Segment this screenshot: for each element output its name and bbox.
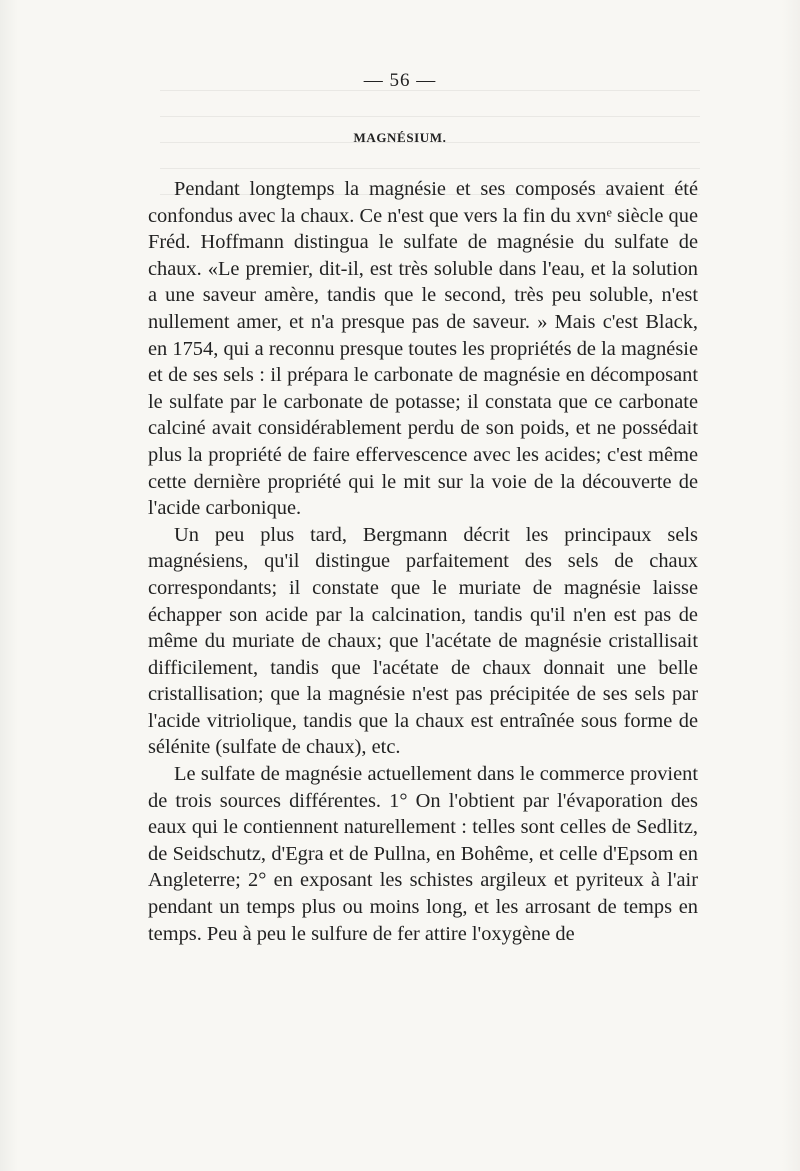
paragraph-1: Pendant longtemps la magnésie et ses composés avaient été confondus avec la chaux. Ce n'est que vers la fin du xvnᵉ siècle que Fréd. Hoffmann distingua le sulfate de magnésie du sulfate de chaux. «Le premier, dit-il, est très soluble dans l'eau, et la solution a une saveur amère, tandis que le second, très peu soluble, n'est nullement amer, et n'a presque pas de saveur. » Mais c'est Black, en 1754, qui a reconnu presque toutes les propriétés de la magnésie et de ses sels : il prépara le carbonate de magnésie en décomposant le sulfate par le carbonate de potasse; il constata que ce carbonate calciné avait considérablement perdu de son poids, et ne possédait plus la propriété de faire effervescence avec les acides; c'est même cette dernière propriété qui le mit sur la voie de la découverte de l'acide carbonique. bbox=[148, 178, 698, 520]
body-text bbox=[148, 176, 698, 947]
page-number: — 56 — bbox=[363, 70, 437, 91]
paragraph-3: Le sulfate de magnésie actuellement dans le commerce provient de trois sources différentes. 1° On l'obtient par l'évaporation des eaux qui le contiennent naturellement : telles sont celles de Sedlitz, de Seidschutz, d'Egra et de Pullna, en Bohême, et celle d'Epsom en Angleterre; 2° en exposant les schistes argileux et pyriteux à l'air pendant un temps plus ou moins long, et les arrosant de temps en temps. Peu à peu le sulfure de fer attire l'oxygène de bbox=[148, 763, 698, 945]
paragraph-2: Un peu plus tard, Bergmann décrit les principaux sels magnésiens, qu'il distingue parfaitement des sels de chaux correspondants; il constate que le muriate de magnésie laisse échapper son acide par la calcination, tandis qu'il n'en est pas de même du muriate de chaux; que l'acétate de magnésie cristallisait difficilement, tandis que l'acétate de chaux donnait une belle cristallisation; que la magnésie n'est pas précipitée de ses sels par l'acide vitriolique, tandis que la chaux est entraînée sous forme de sélénite (sulfate de chaux), etc. bbox=[148, 523, 698, 759]
section-heading: MAGNÉSIUM. bbox=[353, 130, 447, 145]
